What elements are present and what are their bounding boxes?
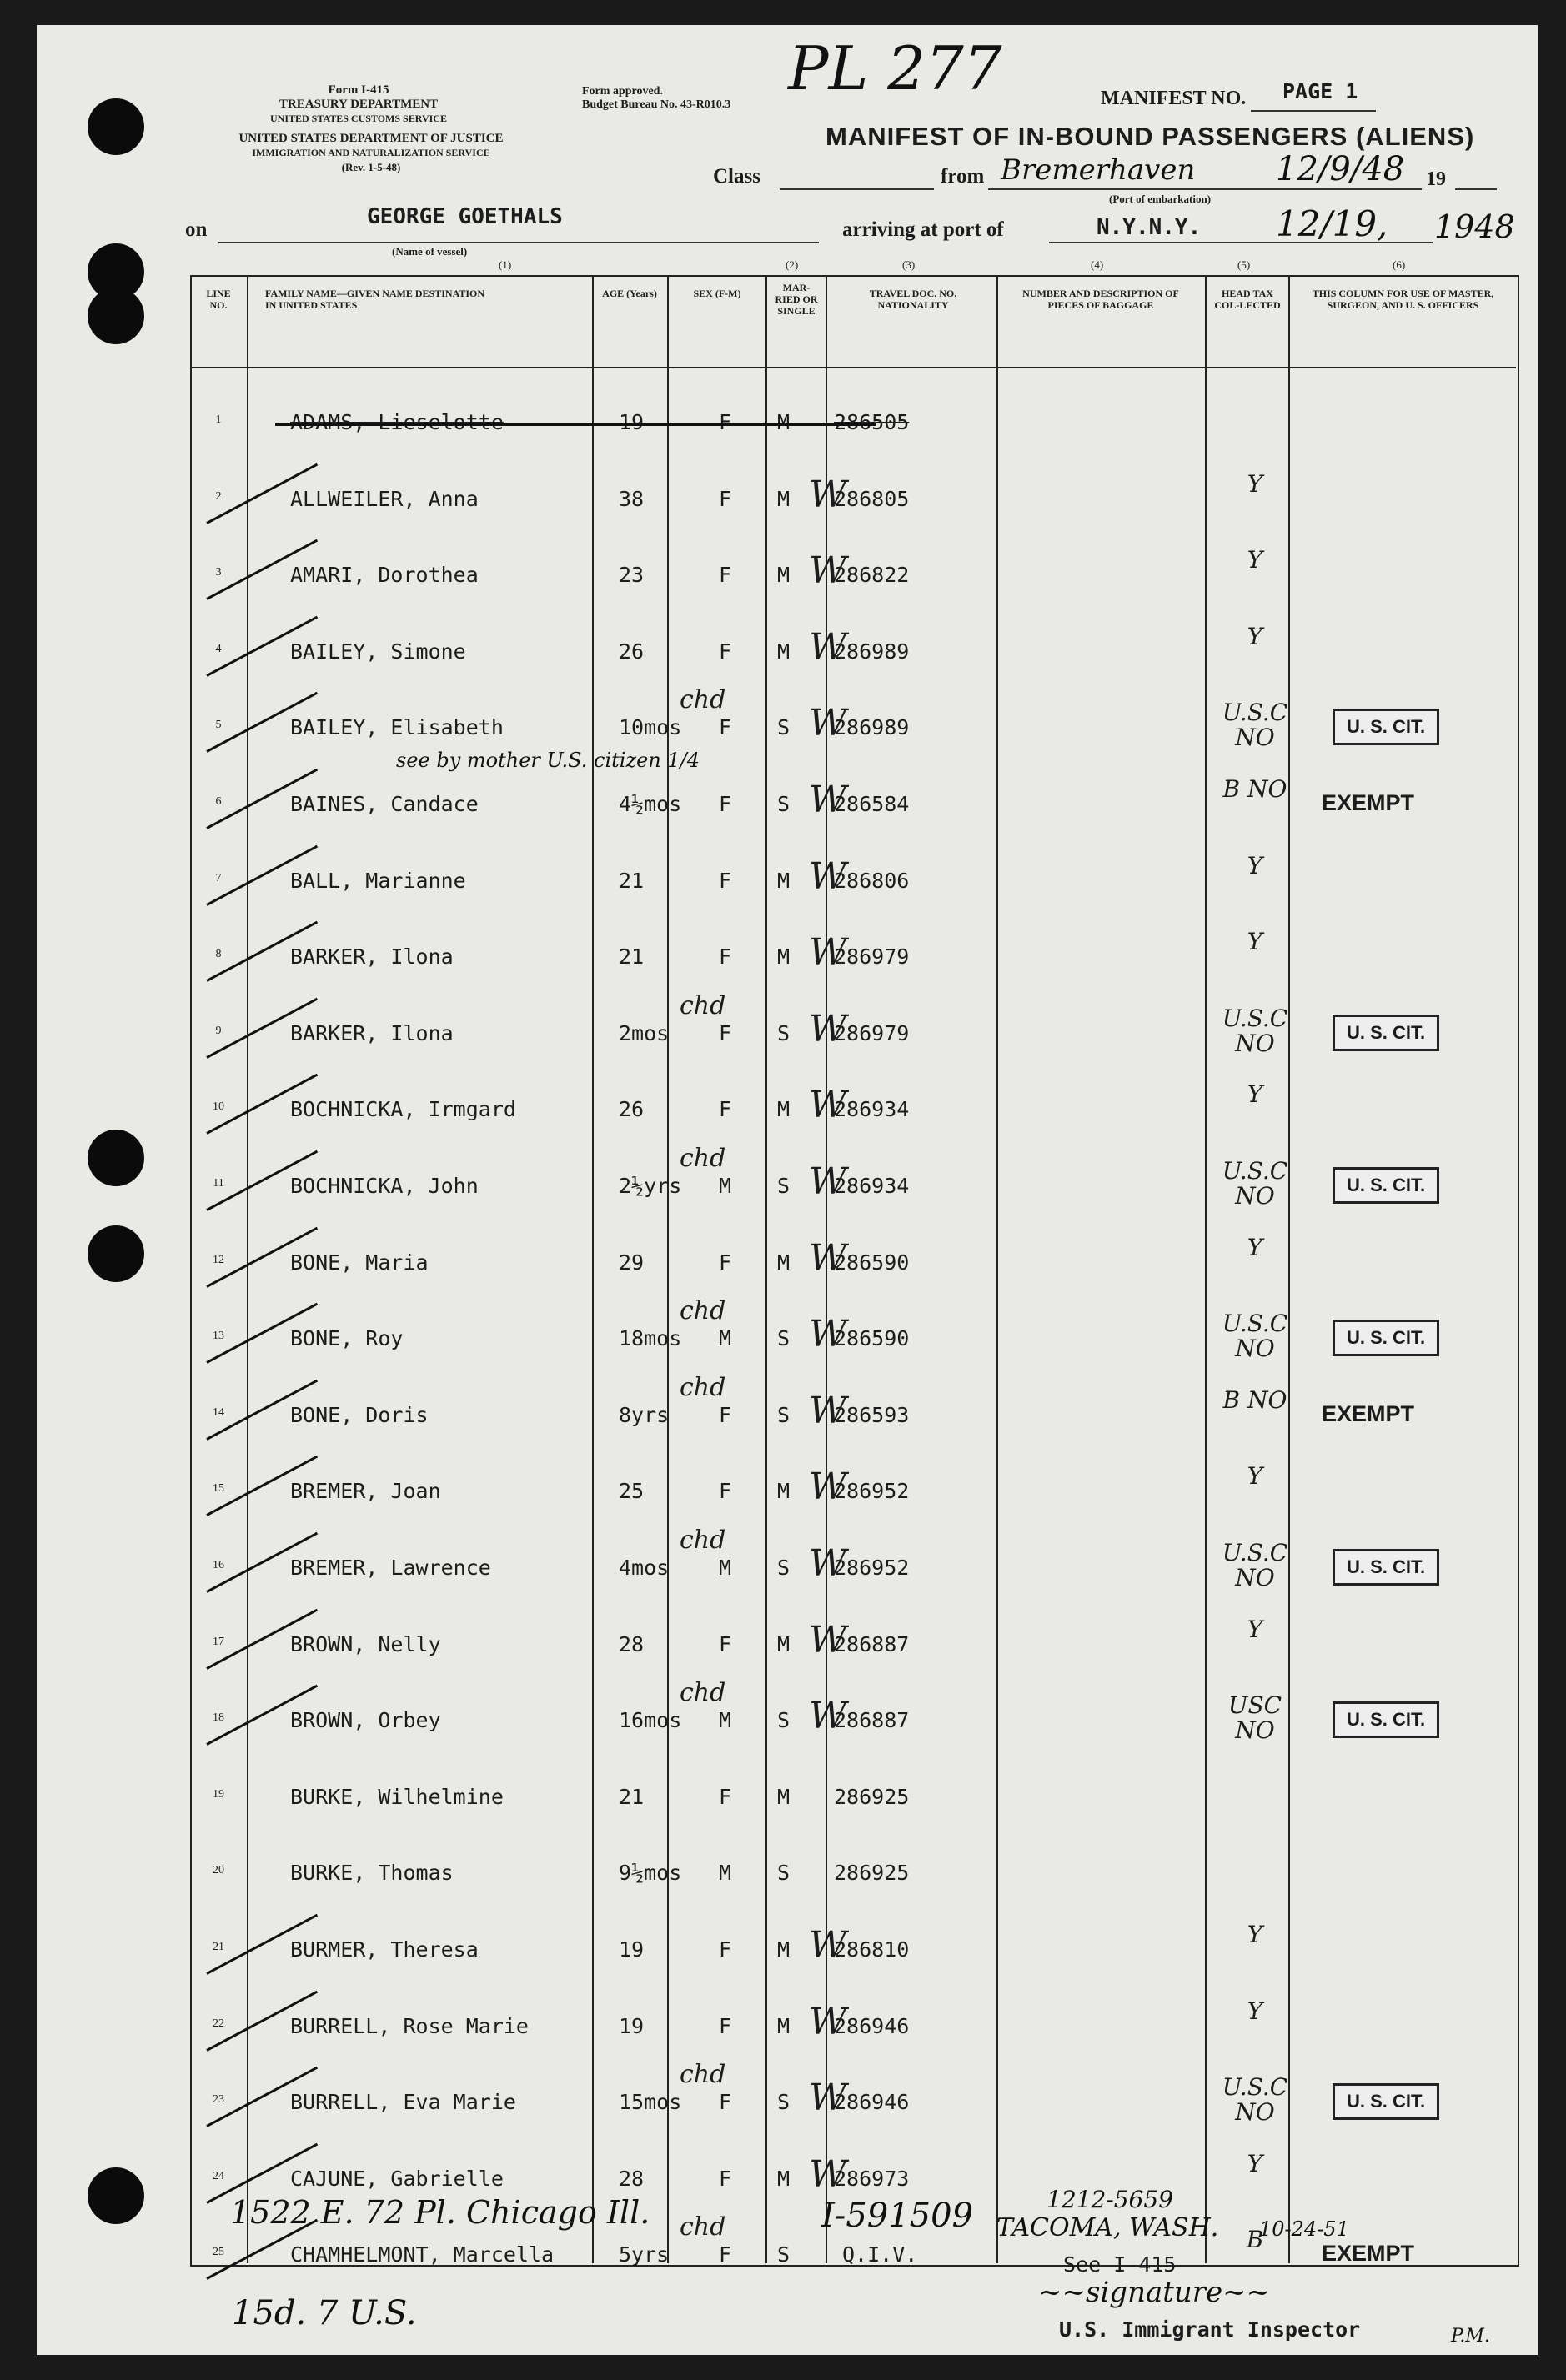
passenger-age: 19 — [619, 410, 645, 434]
justice-dept: UNITED STATES DEPARTMENT OF JUSTICE — [238, 132, 504, 145]
travel-doc-number: 286979 — [834, 944, 910, 970]
passenger-sex: F — [719, 1020, 732, 1045]
head-tax-mark: Y — [1247, 1921, 1263, 1948]
passenger-name: BREMER, Lawrence — [290, 1556, 491, 1580]
passenger-name: BOCHNICKA, John — [290, 1174, 479, 1198]
head-tax-mark: U.S.C NO — [1222, 1004, 1288, 1057]
travel-doc-number: 286590 — [834, 1326, 910, 1351]
passenger-name: CAJUNE, Gabrielle — [290, 2166, 504, 2191]
nationality-w-mark: W — [809, 1924, 847, 1967]
travel-doc-number: 286810 — [834, 1937, 910, 1962]
line-number: 14 — [213, 1405, 224, 1419]
col-header-officers: THIS COLUMN FOR USE OF MASTER, SURGEON, AND U. S. OFFICERS — [1312, 288, 1494, 311]
travel-doc-number: 286946 — [834, 2013, 910, 2038]
table-row — [0, 1765, 1566, 1841]
travel-doc-number: 286979 — [834, 1020, 910, 1045]
passenger-age: 4½mos — [619, 792, 682, 816]
passenger-age: 28 — [619, 1631, 645, 1656]
table-row — [0, 1077, 1566, 1154]
line-number: 20 — [213, 1864, 224, 1877]
line-number: 2 — [215, 489, 222, 503]
nationality-w-mark: W — [809, 2152, 847, 2196]
travel-doc-number: Q.I.V. — [842, 2242, 918, 2267]
passenger-name: ADAMS, Lieselotte — [290, 410, 504, 434]
table-row — [0, 1144, 1566, 1230]
class-label: Class — [713, 165, 760, 188]
passenger-sex: F — [719, 639, 732, 664]
passenger-sex: F — [719, 715, 732, 740]
head-tax-mark: B NO — [1222, 1385, 1287, 1414]
passenger-age: 15mos — [619, 2090, 682, 2115]
us-citizen-stamp: U. S. CIT. — [1333, 709, 1439, 745]
marital-status: S — [777, 2090, 791, 2115]
year-prefix: 19 — [1426, 168, 1446, 190]
row25-doc-number: I-591509 — [821, 2197, 974, 2235]
head-tax-mark: U.S.C NO — [1222, 1157, 1288, 1210]
row25-bag-number: 1212-5659 — [1047, 2186, 1173, 2213]
head-tax-mark: U.S.C NO — [1222, 2073, 1288, 2127]
head-tax-mark: Y — [1247, 469, 1263, 498]
passenger-age: 10mos — [619, 715, 682, 740]
manifest-no-underline — [1251, 110, 1376, 112]
nationality-w-mark: W — [809, 1695, 847, 1738]
col-num: (6) — [1393, 258, 1406, 271]
col-num: (1) — [499, 258, 512, 271]
bottom-left-note: 15d. 7 U.S. — [232, 2294, 417, 2332]
passenger-age: 26 — [619, 639, 645, 664]
arriving-port: N.Y.N.Y. — [1097, 215, 1202, 240]
inspector-signature: ~~signature~~ — [1038, 2276, 1271, 2309]
passenger-name: BROWN, Nelly — [290, 1631, 441, 1656]
vessel-caption: (Name of vessel) — [392, 245, 468, 258]
travel-doc-number: 286584 — [834, 792, 910, 816]
line-number: 17 — [213, 1635, 224, 1648]
table-row — [0, 772, 1566, 849]
marital-status: S — [777, 792, 791, 816]
passenger-age: 23 — [619, 563, 645, 588]
head-tax-mark: Y — [1247, 1080, 1263, 1109]
nationality-w-mark: W — [809, 779, 847, 821]
nationality-w-mark: W — [809, 931, 847, 975]
travel-doc-number: 286989 — [834, 715, 910, 740]
col-num: (3) — [902, 258, 916, 271]
pm-note: P.M. — [1451, 2326, 1490, 2347]
col-header-age: AGE (Years) — [602, 288, 657, 299]
vessel-name: GEORGE GOETHALS — [367, 204, 563, 229]
travel-doc-number: 286946 — [834, 2090, 910, 2115]
year-underline — [1455, 188, 1497, 190]
travel-doc-number: 286925 — [834, 1784, 910, 1809]
col-num: (5) — [1237, 258, 1251, 271]
travel-doc-number: 286934 — [834, 1174, 910, 1198]
nationality-w-mark: W — [809, 549, 847, 593]
col-header-headtax: HEAD TAX COL-LECTED — [1214, 288, 1281, 311]
line-number: 1 — [215, 413, 222, 426]
table-row — [0, 1526, 1566, 1612]
line-number: 11 — [213, 1177, 224, 1190]
head-tax-mark: Y — [1247, 1615, 1263, 1643]
marital-status: M — [777, 944, 791, 970]
treasury-dept: TREASURY DEPARTMENT — [279, 98, 439, 111]
marital-status: M — [777, 486, 791, 511]
passenger-sex: F — [719, 1631, 732, 1656]
travel-doc-number: 286887 — [834, 1708, 910, 1733]
table-row — [0, 685, 1566, 772]
table-row — [0, 1994, 1566, 2071]
line-number: 18 — [213, 1711, 224, 1725]
passenger-sex: F — [719, 486, 732, 511]
nationality-w-mark: W — [809, 1466, 847, 1509]
head-tax-mark: Y — [1247, 928, 1263, 956]
travel-doc-number: 286822 — [834, 563, 910, 588]
passenger-sex: F — [719, 2090, 732, 2115]
passenger-age: 4mos — [619, 1556, 670, 1580]
table-row — [0, 1230, 1566, 1307]
line-number: 24 — [213, 2169, 224, 2182]
passenger-name: BARKER, Ilona — [290, 1020, 454, 1045]
travel-doc-number: 286806 — [834, 868, 910, 893]
passenger-sex: F — [719, 2166, 732, 2191]
child-note: chd — [680, 2212, 726, 2242]
marital-status: M — [777, 639, 791, 664]
us-citizen-stamp: U. S. CIT. — [1333, 1015, 1439, 1051]
passenger-name: BURRELL, Rose Marie — [290, 2013, 529, 2038]
table-row — [0, 543, 1566, 619]
child-note: chd — [680, 685, 726, 715]
passenger-age: 25 — [619, 1479, 645, 1504]
passenger-name: BONE, Doris — [290, 1402, 429, 1427]
travel-doc-number: 286925 — [834, 1861, 910, 1886]
arriving-year: 1948 — [1434, 208, 1515, 245]
from-underline — [988, 188, 1422, 190]
passenger-sex: F — [719, 1784, 732, 1809]
nationality-w-mark: W — [809, 1389, 847, 1432]
travel-doc-number: 286934 — [834, 1097, 910, 1122]
exempt-stamp: EXEMPT — [1322, 790, 1415, 815]
passenger-sex: F — [719, 563, 732, 588]
nationality-w-mark: W — [809, 1160, 847, 1203]
line-number: 3 — [215, 566, 222, 579]
passenger-sex: F — [719, 1097, 732, 1122]
passenger-name: AMARI, Dorothea — [290, 563, 479, 588]
on-label: on — [185, 218, 208, 241]
passenger-name: BREMER, Joan — [290, 1479, 441, 1504]
line-number: 5 — [215, 719, 222, 732]
head-tax-mark: USC NO — [1227, 1691, 1282, 1745]
marital-status: M — [777, 563, 791, 588]
marital-status: M — [777, 1479, 791, 1504]
table-row — [0, 849, 1566, 925]
row5-handwritten-note: see by mother U.S. citizen 1/4 — [396, 749, 700, 772]
table-row — [0, 390, 1566, 467]
form-number: Form I-415 — [328, 83, 389, 97]
travel-doc-number: 286952 — [834, 1556, 910, 1580]
passenger-name: BURKE, Thomas — [290, 1861, 454, 1886]
passenger-name: BAILEY, Simone — [290, 639, 466, 664]
col-num: (2) — [786, 258, 799, 271]
head-tax-mark: U.S.C NO — [1222, 699, 1288, 752]
arriving-date: 12/19, — [1276, 203, 1388, 244]
table-row — [0, 1459, 1566, 1536]
nationality-w-mark: W — [809, 1313, 847, 1356]
line-number: 23 — [213, 2093, 224, 2107]
nationality-w-mark: W — [809, 1007, 847, 1050]
row25-city: TACOMA, WASH. — [996, 2213, 1219, 2242]
travel-doc-number: 286505 — [834, 410, 910, 434]
passenger-name: BOCHNICKA, Irmgard — [290, 1097, 516, 1122]
marital-status: S — [777, 1174, 791, 1198]
vessel-underline — [218, 242, 819, 243]
marital-status: S — [777, 1402, 791, 1427]
travel-doc-number: 286590 — [834, 1250, 910, 1275]
head-tax-mark: B — [1246, 2226, 1264, 2254]
us-citizen-stamp: U. S. CIT. — [1333, 1167, 1439, 1204]
passenger-age: 9½mos — [619, 1861, 682, 1886]
head-tax-mark: Y — [1247, 622, 1263, 650]
marital-status: S — [777, 715, 791, 740]
line-number: 4 — [215, 642, 222, 655]
nationality-w-mark: W — [809, 2077, 847, 2120]
passenger-age: 21 — [619, 1784, 645, 1809]
passenger-name: BALL, Marianne — [290, 868, 466, 893]
marital-status: S — [777, 1326, 791, 1351]
passenger-age: 5yrs — [619, 2242, 670, 2267]
table-row — [0, 619, 1566, 696]
marital-status: M — [777, 410, 791, 434]
travel-doc-number: 286887 — [834, 1631, 910, 1656]
passenger-sex: F — [719, 410, 732, 434]
table-row — [0, 1678, 1566, 1765]
arriving-label: arriving at port of — [842, 218, 1004, 241]
row25-date: 10-24-51 — [1259, 2217, 1349, 2241]
passenger-name: BAINES, Candace — [290, 792, 479, 816]
nationality-w-mark: W — [809, 1542, 847, 1585]
line-number: 7 — [215, 871, 222, 884]
line-number: 15 — [213, 1482, 224, 1496]
line-number: 6 — [215, 795, 222, 808]
child-note: chd — [680, 1372, 726, 1402]
head-tax-mark: Y — [1247, 851, 1263, 879]
col-header-line: LINE NO. — [206, 288, 231, 311]
passenger-age: 21 — [619, 868, 645, 893]
line-number: 12 — [213, 1253, 224, 1266]
marital-status: S — [777, 1556, 791, 1580]
manifest-title: MANIFEST OF IN-BOUND PASSENGERS (ALIENS) — [826, 122, 1475, 151]
travel-doc-number: 286989 — [834, 639, 910, 664]
nationality-w-mark: W — [809, 625, 847, 669]
customs-service: UNITED STATES CUSTOMS SERVICE — [270, 113, 447, 124]
travel-doc-number: 286805 — [834, 486, 910, 511]
approved-text: Form approved. — [582, 85, 663, 98]
passenger-sex: F — [719, 792, 732, 816]
head-tax-mark: Y — [1247, 546, 1263, 574]
passenger-sex: M — [719, 1326, 732, 1351]
line-number: 21 — [213, 1941, 224, 1953]
line-number: 25 — [213, 2246, 224, 2259]
form-header-left — [167, 83, 550, 126]
passenger-sex: M — [719, 1708, 732, 1733]
table-row — [0, 990, 1566, 1078]
child-note: chd — [680, 1296, 726, 1326]
passenger-name: BURKE, Wilhelmine — [290, 1784, 504, 1809]
table-row — [0, 1296, 1566, 1383]
line-number: 9 — [215, 1024, 222, 1037]
nationality-w-mark: W — [809, 1618, 847, 1661]
row25-see-form: See I-415 — [1063, 2252, 1177, 2277]
row-strike-line — [275, 423, 876, 426]
budget-bureau: Budget Bureau No. 43-R010.3 — [582, 98, 731, 111]
port-embarkation: Bremerhaven — [1001, 153, 1196, 187]
passenger-age: 2½yrs — [619, 1174, 682, 1198]
passenger-name: BURMER, Theresa — [290, 1937, 479, 1962]
row25-address: 1522 E. 72 Pl. Chicago Ill. — [230, 2194, 650, 2231]
table-row — [0, 1372, 1566, 1460]
us-citizen-stamp: U. S. CIT. — [1333, 1549, 1439, 1586]
handwritten-pl-number: PL 277 — [788, 33, 1002, 103]
marital-status: M — [777, 868, 791, 893]
us-citizen-stamp: U. S. CIT. — [1333, 1320, 1439, 1356]
exempt-stamp: EXEMPT — [1322, 1400, 1415, 1426]
passenger-name: BONE, Roy — [290, 1326, 404, 1351]
head-tax-mark: U.S.C NO — [1222, 1539, 1288, 1591]
child-note: chd — [680, 1678, 726, 1708]
form-approved — [582, 85, 730, 112]
inspector-caption: U.S. Immigrant Inspector — [1059, 2317, 1361, 2342]
class-underline — [780, 188, 934, 190]
marital-status: M — [777, 1784, 791, 1809]
ins-service: IMMIGRATION AND NATURALIZATION SERVICE — [252, 147, 490, 158]
head-tax-mark: B NO — [1222, 775, 1287, 803]
marital-status: S — [777, 1861, 791, 1886]
passenger-sex: F — [719, 1250, 732, 1275]
passenger-sex: M — [719, 1861, 732, 1886]
exempt-stamp: EXEMPT — [1322, 2241, 1415, 2267]
passenger-sex: F — [719, 1937, 732, 1962]
table-row — [0, 1841, 1566, 1917]
marital-status: M — [777, 1250, 791, 1275]
col-num: (4) — [1091, 258, 1104, 271]
head-tax-mark: Y — [1247, 1997, 1263, 2025]
passenger-sex: M — [719, 1556, 732, 1580]
child-note: chd — [680, 1526, 726, 1555]
nationality-w-mark: W — [809, 473, 847, 516]
revision: (Rev. 1-5-48) — [341, 161, 401, 173]
embarkation-date: 12/9/48 — [1276, 150, 1405, 188]
binder-hole — [88, 98, 144, 155]
head-tax-mark: Y — [1247, 1462, 1263, 1491]
passenger-name: CHAMHELMONT, Marcella — [290, 2242, 555, 2267]
table-row — [0, 467, 1566, 544]
head-tax-mark: Y — [1247, 1233, 1263, 1261]
passenger-sex: F — [719, 2242, 732, 2267]
marital-status: M — [777, 2166, 791, 2191]
travel-doc-number: 286973 — [834, 2166, 910, 2191]
col-header-baggage: NUMBER AND DESCRIPTION OF PIECES OF BAGGAGE — [1022, 288, 1179, 311]
line-number: 19 — [213, 1787, 224, 1801]
passenger-age: 29 — [619, 1250, 645, 1275]
nationality-w-mark: W — [809, 702, 847, 745]
passenger-name: BURRELL, Eva Marie — [290, 2090, 516, 2115]
head-tax-mark: Y — [1247, 2149, 1263, 2177]
child-note: chd — [680, 2060, 726, 2090]
passenger-sex: F — [719, 2013, 732, 2038]
table-row — [0, 2060, 1566, 2147]
nationality-w-mark: W — [809, 1084, 847, 1127]
from-label: from — [941, 165, 985, 188]
head-tax-mark: U.S.C NO — [1222, 1310, 1288, 1363]
form-header-justice — [175, 132, 567, 174]
col-header-sex: SEX (F-M) — [693, 288, 741, 299]
passenger-age: 8yrs — [619, 1402, 670, 1427]
passenger-age: 28 — [619, 2166, 645, 2191]
passenger-sex: F — [719, 1402, 732, 1427]
nationality-w-mark: W — [809, 854, 847, 898]
passenger-age: 19 — [619, 2013, 645, 2038]
passenger-age: 26 — [619, 1097, 645, 1122]
marital-status: M — [777, 1097, 791, 1122]
nationality-w-mark: W — [809, 1236, 847, 1280]
child-note: chd — [680, 1144, 726, 1173]
us-citizen-stamp: U. S. CIT. — [1333, 1701, 1439, 1738]
marital-status: M — [777, 1631, 791, 1656]
passenger-age: 2mos — [619, 1020, 670, 1045]
table-row — [0, 1917, 1566, 1994]
col-header-married: MAR-RIED OR SINGLE — [775, 282, 818, 317]
line-number: 16 — [213, 1559, 224, 1571]
nationality-w-mark: W — [809, 2000, 847, 2043]
passenger-name: BONE, Maria — [290, 1250, 429, 1275]
line-number: 13 — [213, 1330, 224, 1343]
travel-doc-number: 286952 — [834, 1479, 910, 1504]
table-row — [0, 924, 1566, 1001]
line-number: 10 — [213, 1100, 224, 1114]
marital-status: S — [777, 2242, 791, 2267]
passenger-age: 38 — [619, 486, 645, 511]
page-number: PAGE 1 — [1282, 79, 1358, 103]
passenger-age: 18mos — [619, 1326, 682, 1351]
table-row — [0, 1612, 1566, 1689]
line-number: 8 — [215, 948, 222, 961]
col-header-doc: TRAVEL DOC. NO. NATIONALITY — [869, 288, 957, 311]
passenger-sex: M — [719, 1174, 732, 1198]
manifest-no-label: MANIFEST NO. — [1101, 88, 1247, 109]
passenger-name: ALLWEILER, Anna — [290, 486, 479, 511]
passenger-sex: F — [719, 868, 732, 893]
marital-status: M — [777, 1937, 791, 1962]
marital-status: S — [777, 1708, 791, 1733]
passenger-age: 19 — [619, 1937, 645, 1962]
line-number: 22 — [213, 2017, 224, 2030]
passenger-name: BROWN, Orbey — [290, 1708, 441, 1733]
child-note: chd — [680, 990, 726, 1020]
passenger-sex: F — [719, 944, 732, 970]
col-header-name: FAMILY NAME—GIVEN NAME DESTINATION IN UNITED STATES — [265, 288, 485, 311]
travel-doc-number: 286593 — [834, 1402, 910, 1427]
port-embarkation-caption: (Port of embarkation) — [1109, 193, 1212, 205]
passenger-name: BAILEY, Elisabeth — [290, 715, 504, 740]
header-divider — [190, 367, 1516, 368]
marital-status: M — [777, 2013, 791, 2038]
binder-hole — [88, 288, 144, 344]
passenger-name: BARKER, Ilona — [290, 944, 454, 970]
passenger-sex: F — [719, 1479, 732, 1504]
us-citizen-stamp: U. S. CIT. — [1333, 2083, 1439, 2120]
passenger-age: 21 — [619, 944, 645, 970]
marital-status: S — [777, 1020, 791, 1045]
passenger-age: 16mos — [619, 1708, 682, 1733]
